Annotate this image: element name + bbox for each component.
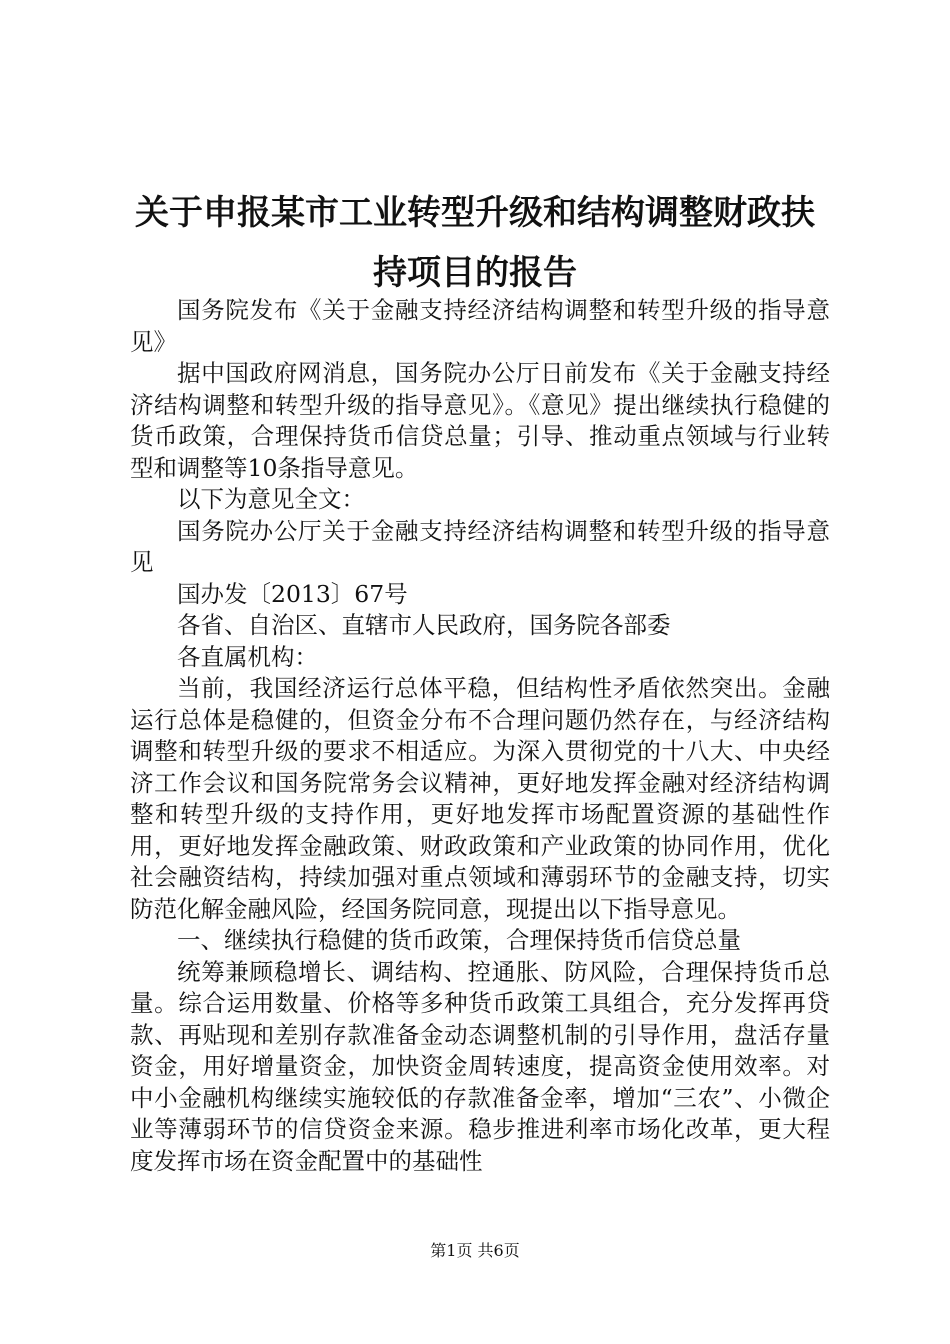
paragraph: 国务院办公厅关于金融支持经济结构调整和转型升级的指导意见	[130, 516, 830, 576]
title-line-1: 关于申报某市工业转型升级和结构调整财政扶	[135, 193, 815, 233]
paragraph: 各省、自治区、直辖市人民政府，国务院各部委	[177, 611, 671, 639]
paragraph: 国办发〔2013〕67号	[177, 579, 408, 608]
title-line-2: 持项目的报告	[373, 253, 577, 293]
page-footer: 第1页 共6页	[430, 1241, 520, 1260]
paragraph: 国务院发布《关于金融支持经济结构调整和转型升级的指导意见》	[130, 296, 830, 356]
paragraph: 统筹兼顾稳增长、调结构、控通胀、防风险，合理保持货币总量。综合运用数量、价格等多种货币政策工具组合，充分发挥再贷款、再贴现和差别存款准备金动态调整机制的引导作用，盘活存量资金，用好增量资金，加快资金周转速度，提高资金使用效率。对中小金融机构继续实施较低的存款准备金率，增加“三农”、小微企业等薄弱环节的信贷资金来源。稳步推进利率市场化改革，更大程度发挥市场在资金配置中的基础性	[130, 957, 830, 1175]
paragraph: 各直属机构：	[177, 642, 318, 671]
paragraph: 据中国政府网消息，国务院办公厅日前发布《关于金融支持经济结构调整和转型升级的指导意见》。《意见》提出继续执行稳健的货币政策，合理保持货币信贷总量；引导、推动重点领域与行业转型和调整等10条指导意见。	[130, 359, 830, 482]
document-title	[110, 183, 840, 303]
section-heading: 一、继续执行稳健的货币政策，合理保持货币信贷总量	[177, 926, 741, 954]
document-body	[130, 295, 830, 1177]
paragraph: 当前，我国经济运行总体平稳，但结构性矛盾依然突出。金融运行总体是稳健的，但资金分布不合理问题仍然存在，与经济结构调整和转型升级的要求不相适应。为深入贯彻党的十八大、中央经济工作会议和国务院常务会议精神，更好地发挥金融对经济结构调整和转型升级的支持作用，更好地发挥市场配置资源的基础性作用，更好地发挥金融政策、财政政策和产业政策的协同作用，优化社会融资结构，持续加强对重点领域和薄弱环节的金融支持，切实防范化解金融风险，经国务院同意，现提出以下指导意见。	[130, 674, 830, 923]
paragraph: 以下为意见全文：	[177, 485, 365, 513]
